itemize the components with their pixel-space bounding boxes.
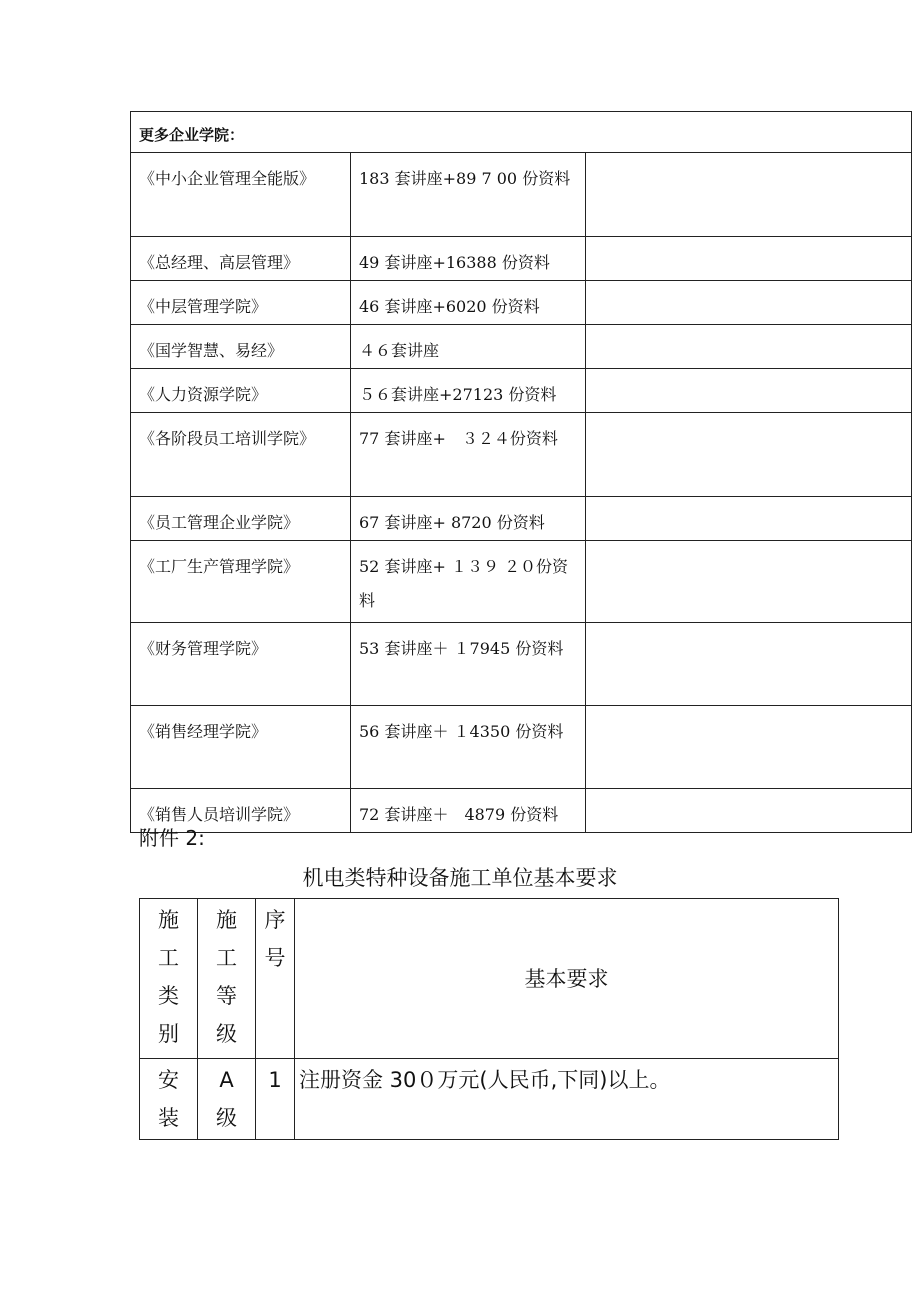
more-colleges-table — [130, 111, 912, 833]
college-content: 77 套讲座+ ３２４份资料 — [351, 413, 586, 497]
college-name: 《工厂生产管理学院》 — [131, 541, 351, 623]
college-name: 《总经理、高层管理》 — [131, 237, 351, 281]
more-colleges-header-row — [131, 112, 912, 153]
college-name: 《销售人员培训学院》 — [131, 789, 351, 833]
header-seq: 序号 — [256, 899, 295, 1059]
header-requirement: 基本要求 — [295, 899, 839, 1059]
college-content: 46 套讲座+6020 份资料 — [351, 281, 586, 325]
college-name: 《国学智慧、易经》 — [131, 325, 351, 369]
college-note — [586, 541, 912, 623]
college-name: 《各阶段员工培训学院》 — [131, 413, 351, 497]
table-row — [131, 369, 912, 413]
college-content: ４６套讲座 — [351, 325, 586, 369]
row-grade: A级 — [198, 1059, 256, 1140]
college-content: 53 套讲座＋ １7945 份资料 — [351, 623, 586, 706]
attachment-label: 附件 2: — [139, 826, 205, 850]
header-grade: 施工等级 — [198, 899, 256, 1059]
college-content: 67 套讲座+ 8720 份资料 — [351, 497, 586, 541]
college-content: 56 套讲座＋ １4350 份资料 — [351, 706, 586, 789]
table-row — [131, 153, 912, 237]
college-name: 《员工管理企业学院》 — [131, 497, 351, 541]
table-row — [131, 789, 912, 833]
requirements-table — [139, 898, 839, 1140]
college-note — [586, 325, 912, 369]
table-row — [131, 413, 912, 497]
college-note — [586, 789, 912, 833]
college-name: 《中小企业管理全能版》 — [131, 153, 351, 237]
row-seq: 1 — [256, 1059, 295, 1140]
college-note — [586, 369, 912, 413]
college-name: 《销售经理学院》 — [131, 706, 351, 789]
table-row — [131, 497, 912, 541]
more-colleges-header: 更多企业学院： — [131, 112, 912, 153]
college-note — [586, 281, 912, 325]
row-requirement: 注册资金 30０万元(人民币,下同)以上。 — [295, 1059, 839, 1140]
college-name: 《中层管理学院》 — [131, 281, 351, 325]
college-note — [586, 706, 912, 789]
college-note — [586, 623, 912, 706]
college-content: ５６套讲座+27123 份资料 — [351, 369, 586, 413]
college-content: 49 套讲座+16388 份资料 — [351, 237, 586, 281]
row-category: 安装 — [140, 1059, 198, 1140]
table-row — [131, 706, 912, 789]
college-content: 52 套讲座+ １３９ ２０份资料 — [351, 541, 586, 623]
requirements-header-row — [140, 899, 839, 1059]
attachment-title: 机电类特种设备施工单位基本要求 — [302, 866, 618, 890]
table-row — [131, 281, 912, 325]
college-content: 72 套讲座＋ 4879 份资料 — [351, 789, 586, 833]
header-category: 施工类别 — [140, 899, 198, 1059]
college-note — [586, 153, 912, 237]
table-row — [140, 1059, 839, 1140]
college-name: 《财务管理学院》 — [131, 623, 351, 706]
college-note — [586, 497, 912, 541]
table-row — [131, 541, 912, 623]
college-note — [586, 413, 912, 497]
college-name: 《人力资源学院》 — [131, 369, 351, 413]
college-note — [586, 237, 912, 281]
college-content: 183 套讲座+89 7 00 份资料 — [351, 153, 586, 237]
table-row — [131, 325, 912, 369]
table-row — [131, 623, 912, 706]
table-row — [131, 237, 912, 281]
